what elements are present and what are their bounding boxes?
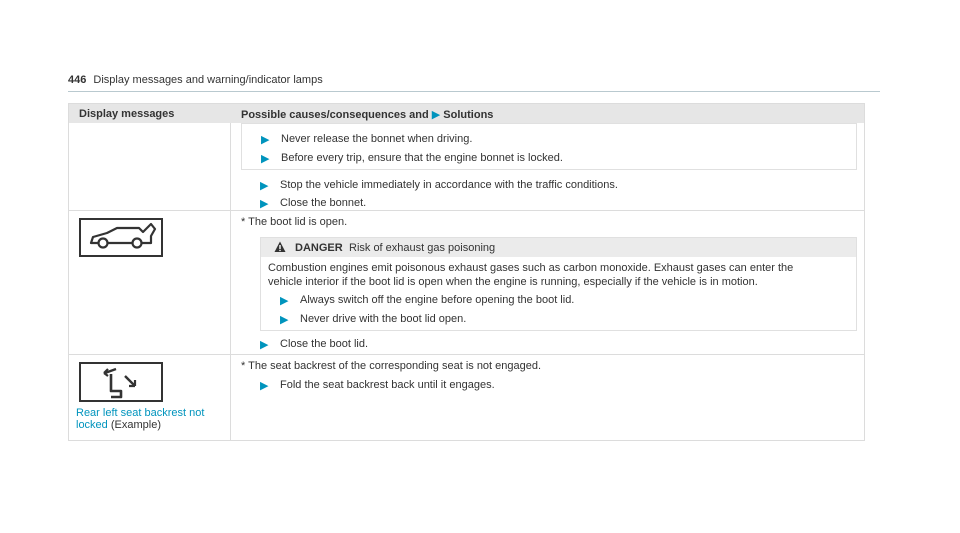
list-item: ▶ Fold the seat backrest back until it engages. <box>260 379 495 392</box>
danger-header <box>261 238 856 257</box>
arrow-icon: ▶ <box>261 153 270 165</box>
row-divider <box>69 210 864 211</box>
danger-box <box>260 237 857 331</box>
seat-caption-link[interactable]: locked <box>76 419 108 431</box>
list-item: ▶ Never drive with the boot lid open. <box>280 313 467 326</box>
list-item: ▶ Never release the bonnet when driving. <box>261 133 473 146</box>
danger-label: DANGER <box>295 242 343 254</box>
arrow-icon: ▶ <box>260 339 269 351</box>
seat-backrest-icon <box>79 362 163 402</box>
messages-table <box>68 103 865 441</box>
table-header <box>69 104 864 123</box>
page-title: Display messages and warning/indicator lamps <box>93 74 323 86</box>
arrow-icon: ▶ <box>260 380 269 392</box>
list-item: ▶ Close the boot lid. <box>260 338 369 351</box>
danger-body-line: vehicle interior if the boot lid is open when the engine is running, especially if the vehicle is in motion. <box>268 276 758 288</box>
boot-open-cause: * The boot lid is open. <box>241 216 348 228</box>
col-header-causes-solutions: Possible causes/consequences and ▶ Solutions <box>241 109 494 121</box>
arrow-icon: ▶ <box>261 134 270 146</box>
arrow-icon: ▶ <box>431 109 441 121</box>
list-item: ▶ Always switch off the engine before opening the boot lid. <box>280 294 575 307</box>
bonnet-warning-box <box>241 123 857 170</box>
seat-caption-suffix: (Example) <box>110 419 161 431</box>
list-item: ▶ Close the bonnet. <box>260 197 367 210</box>
seat-caption <box>76 407 204 431</box>
list-item: ▶ Before every trip, ensure that the engine bonnet is locked. <box>261 152 563 165</box>
page-number: 446 <box>68 74 87 86</box>
danger-title: Risk of exhaust gas poisoning <box>349 242 496 254</box>
column-divider <box>230 123 231 441</box>
danger-body-line: Combustion engines emit poisonous exhaust gases such as carbon monoxide. Exhaust gases can enter the <box>268 262 794 274</box>
row-divider <box>69 354 864 355</box>
arrow-icon: ▶ <box>260 198 269 210</box>
list-item: ▶ Stop the vehicle immediately in accordance with the traffic conditions. <box>260 179 618 192</box>
warning-triangle-icon <box>274 241 286 253</box>
seat-cause: * The seat backrest of the corresponding seat is not engaged. <box>241 360 542 372</box>
seat-caption-link[interactable]: Rear left seat backrest not <box>76 407 205 419</box>
page-header <box>68 74 880 92</box>
arrow-icon: ▶ <box>260 180 269 192</box>
open-boot-icon <box>79 218 163 257</box>
col-header-display-messages: Display messages <box>79 108 175 120</box>
arrow-icon: ▶ <box>280 314 289 326</box>
arrow-icon: ▶ <box>280 295 289 307</box>
